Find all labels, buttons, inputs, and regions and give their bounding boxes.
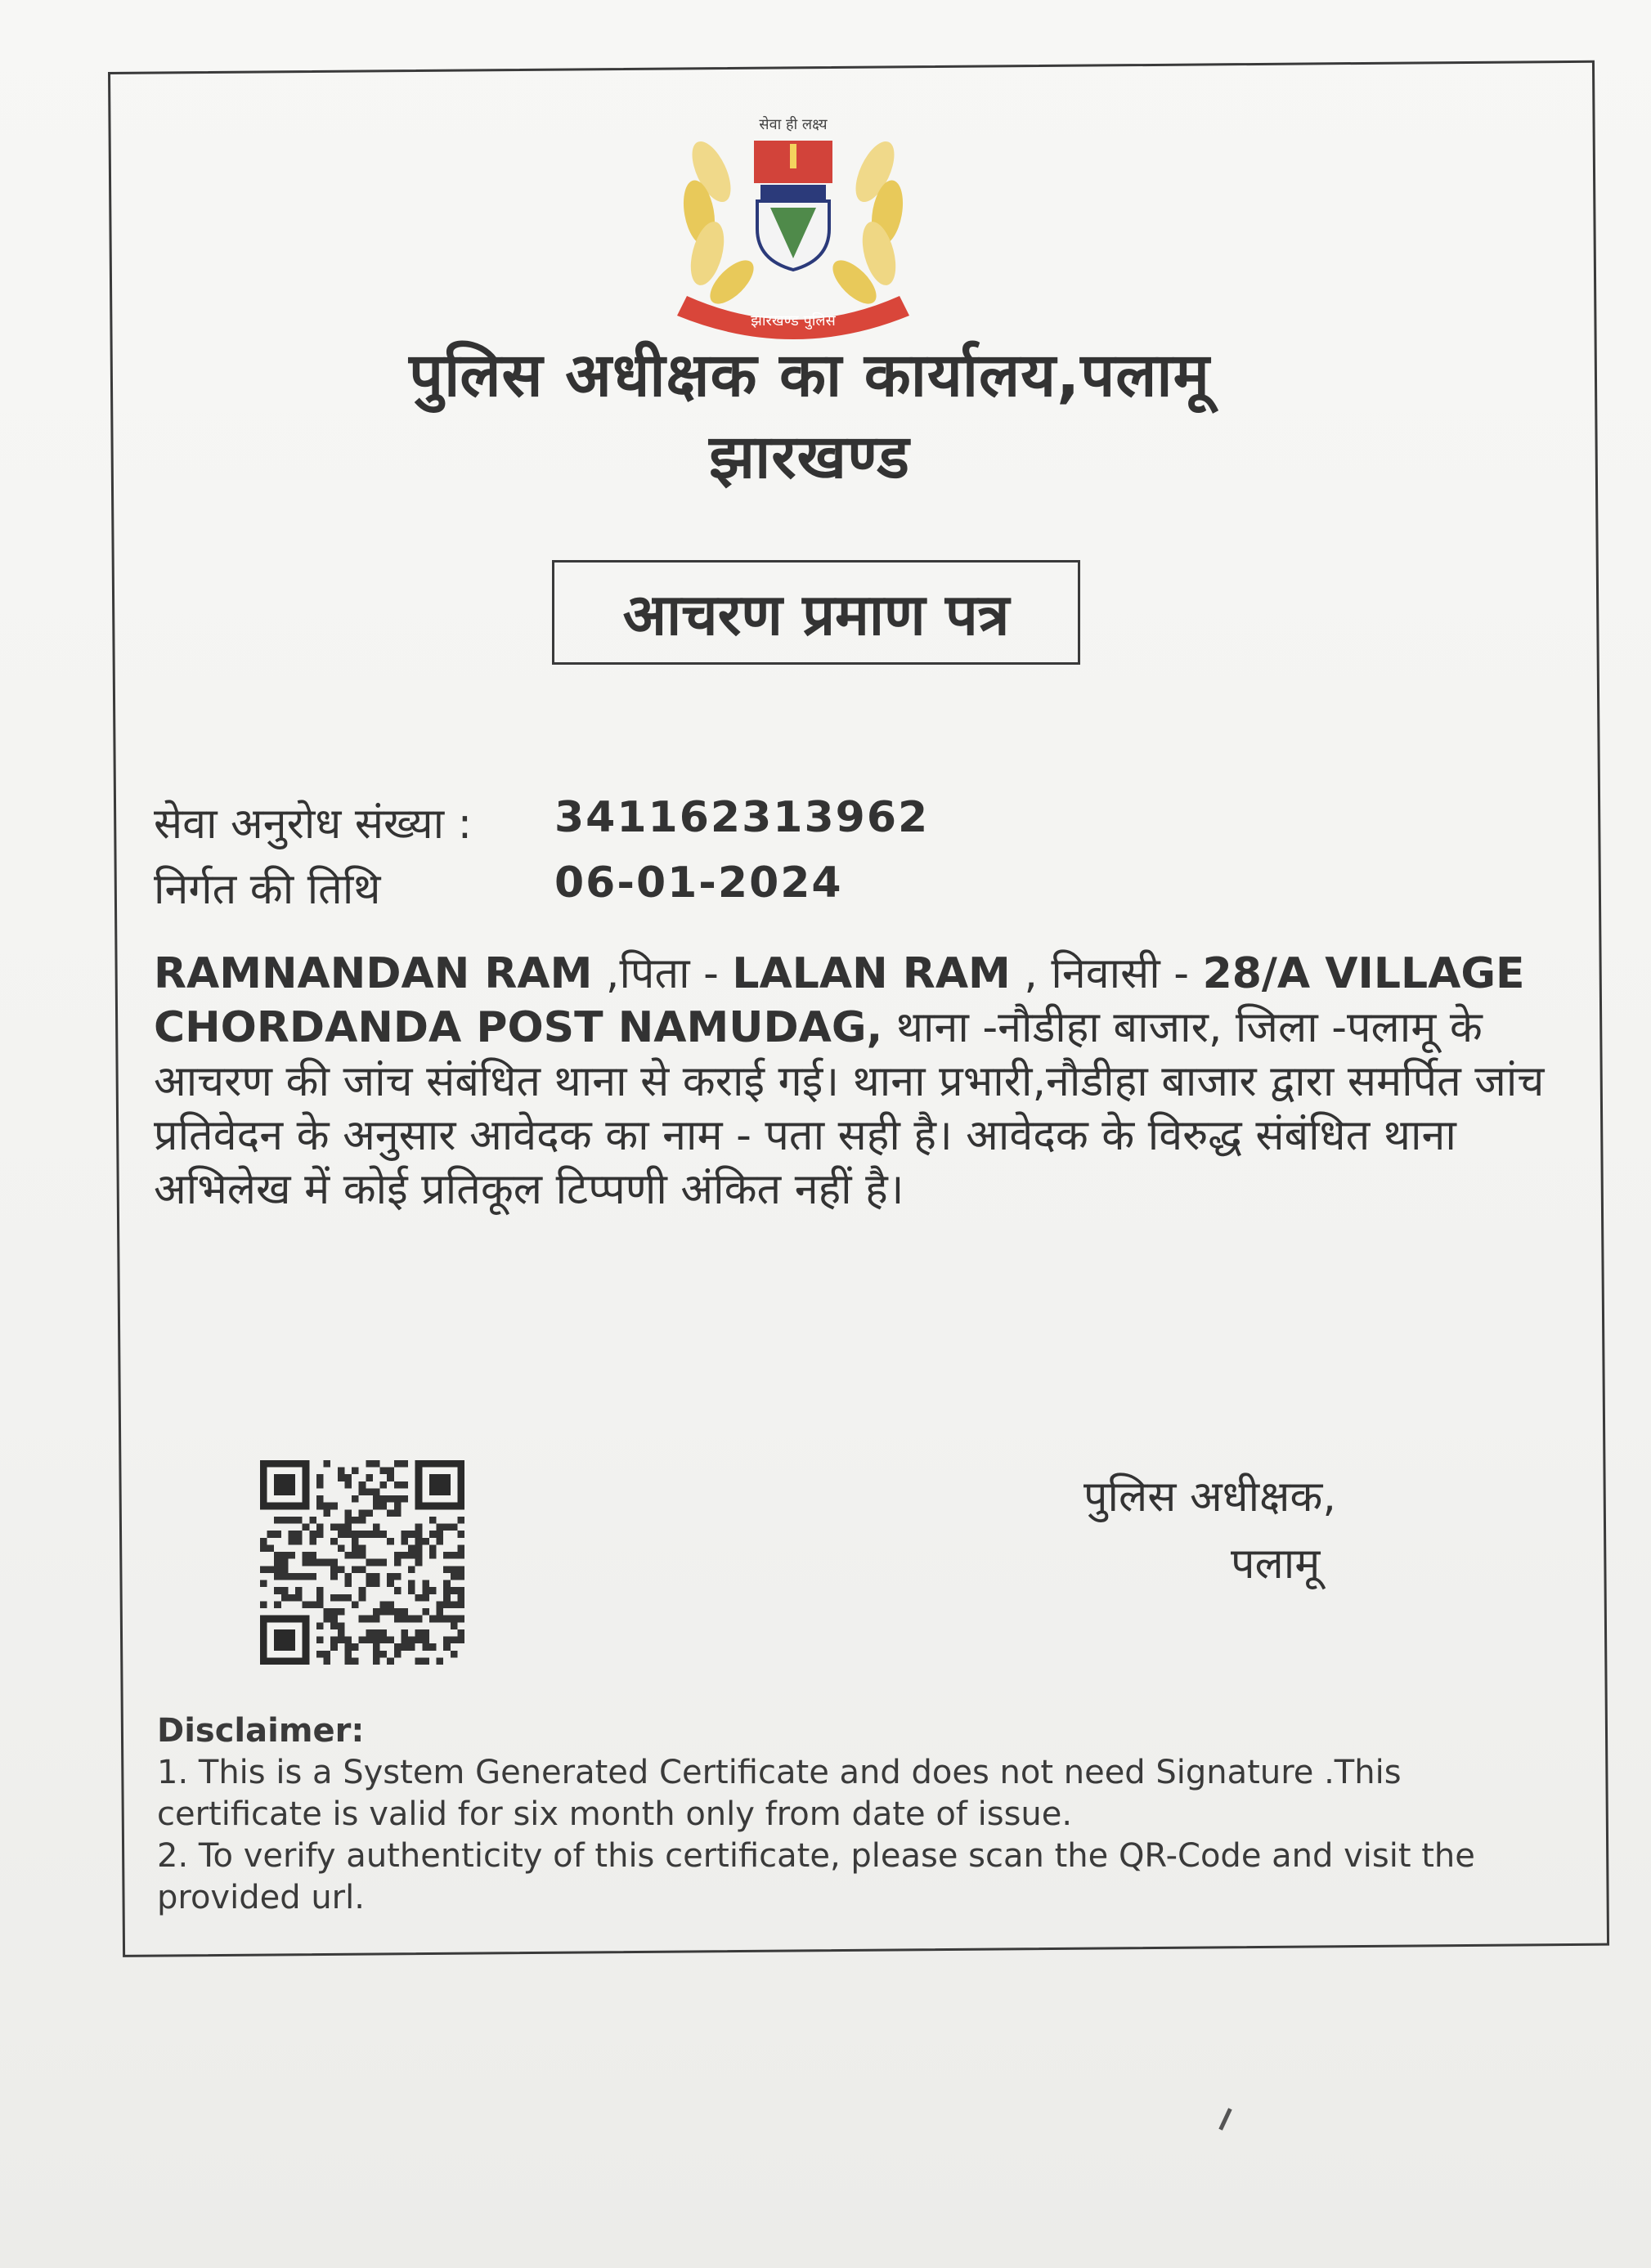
state-heading: झारखण्ड	[709, 422, 910, 492]
issue-date-label: निर्गत की तिथि	[154, 865, 381, 914]
father-name: LALAN RAM	[732, 949, 1011, 998]
disclaimer-line-1: 1. This is a System Generated Certificate and does not need Signature .This certificate is valid for six month only from date of issue.	[157, 1754, 1402, 1833]
applicant-name: RAMNANDAN RAM	[154, 949, 593, 998]
issue-date-row	[154, 858, 843, 917]
request-number-label: सेवा अनुरोध संख्या :	[154, 800, 473, 849]
signatory-block	[1083, 1463, 1336, 1598]
emblem-motto: सेवा ही लक्ष्य	[759, 116, 828, 133]
father-label: ,पिता -	[592, 949, 733, 998]
wreath-right	[826, 136, 908, 311]
signatory-designation: पुलिस अधीक्षक,	[1083, 1472, 1336, 1522]
disclaimer-block	[157, 1710, 1547, 1919]
qr-code[interactable]	[255, 1460, 469, 1665]
applicant-address: 28/A VILLAGE CHORDANDA POST NAMUDAG,	[154, 949, 1525, 1052]
office-heading: पुलिस अधीक्षक का कार्यालय,पलामू	[409, 340, 1210, 410]
issue-date-value: 06-01-2024	[554, 858, 843, 908]
disclaimer-title: Disclaimer:	[157, 1712, 365, 1750]
body-statement: थाना -नौडीहा बाजार, जिला -पलामू के आचरण की जांच संबंधित थाना से कराई गई। थाना प्रभारी,नौडीहा बाजार द्वारा समर्पित जांच प्रतिवेदन के अनुसार आवेदक का नाम - पता सही है। आवेदक के विरुद्ध संबंधित थाना अभिलेख में कोई प्रतिकूल टिप्पणी अंकित नहीं है।	[154, 1003, 1545, 1214]
request-number-value: 341162313962	[554, 793, 930, 842]
pen-mark	[1218, 2108, 1232, 2130]
request-number-row	[154, 793, 930, 851]
wreath-left	[679, 136, 760, 311]
certificate-body	[154, 947, 1560, 1217]
emblem-banner-text: झारखण्ड पुलिस	[751, 312, 836, 329]
disclaimer-line-2: 2. To verify authenticity of this certificate, please scan the QR-Code and visit the provided url.	[157, 1837, 1475, 1916]
police-emblem	[654, 106, 932, 343]
resident-label: , निवासी -	[1010, 949, 1203, 998]
certificate-title: आचरण प्रमाण पत्र	[552, 560, 1080, 665]
signatory-place: पलामू	[1231, 1540, 1321, 1589]
